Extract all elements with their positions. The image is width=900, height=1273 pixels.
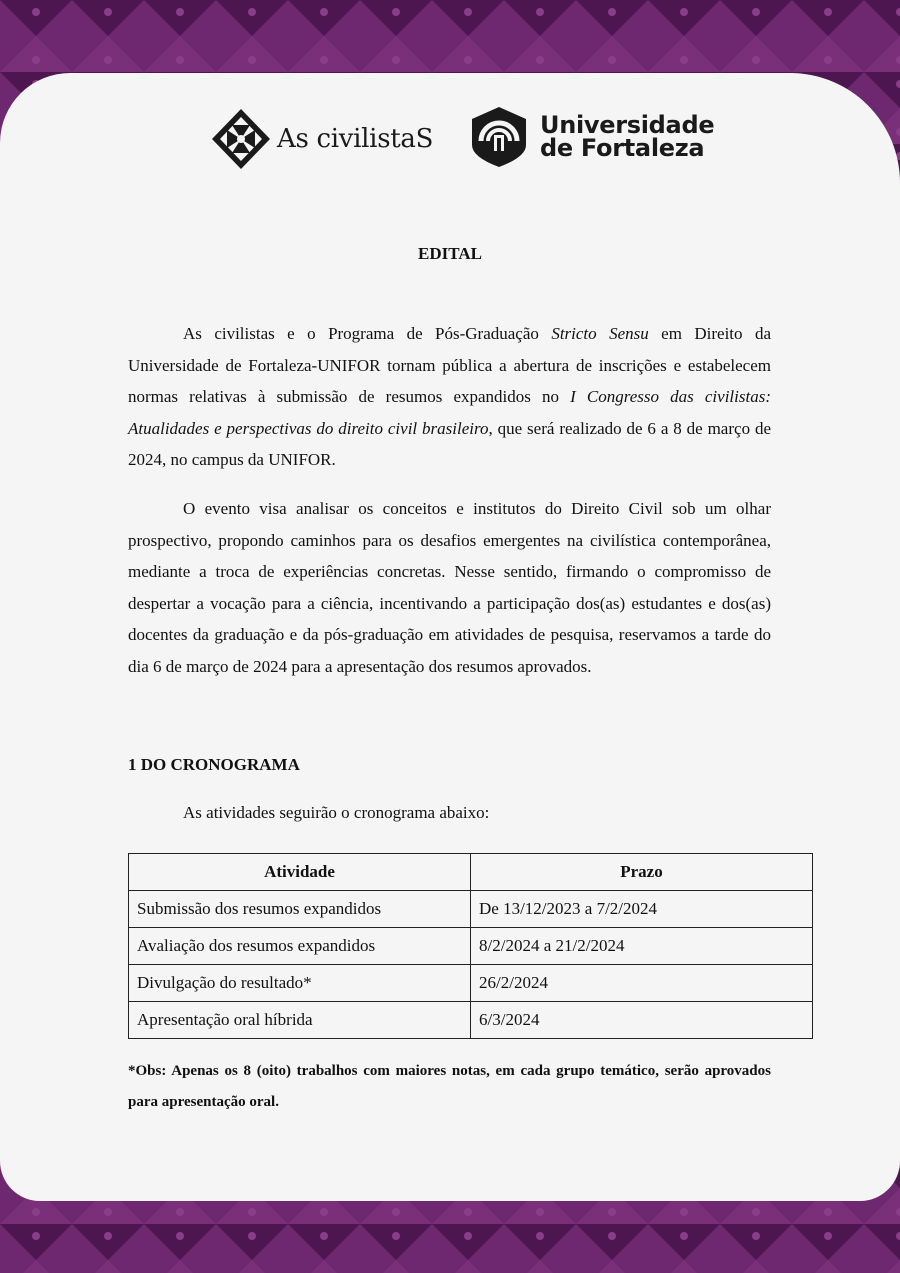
intro-emphasis-2: I Congresso das civilistas: Atualidades e perspectivas do direito civil brasileiro [128, 387, 771, 438]
schedule-intro: As atividades seguirão o cronograma abaixo: [183, 803, 490, 822]
column-header-activity: Atividade [129, 854, 471, 891]
activity-cell: Apresentação oral híbrida [129, 1002, 471, 1039]
event-paragraph: O evento visa analisar os conceitos e institutos do Direito Civil sob um olhar prospectivo, propondo caminhos para os desafios emergentes na civilística contemporânea, mediante a troca de experiências concretas. Nesse sentido, firmando o compromisso de despertar a vocação para a ciência, incentivando a participação dos(as) estudantes e dos(as) docentes da graduação e da pós-graduação em atividades de pesquisa, reservamos a tarde do dia 6 de março de 2024 para a apresentação dos resumos aprovados. [128, 499, 771, 676]
schedule-table [128, 853, 813, 1039]
intro-text-3: , que será realizado de 6 a 8 de março de 2024, no campus da UNIFOR. [128, 418, 771, 469]
deadline-cell: 6/3/2024 [471, 1002, 813, 1039]
civilistas-diamond-icon [211, 108, 271, 170]
unifor-emblem-icon [470, 105, 528, 169]
deadline-cell: 26/2/2024 [471, 965, 813, 1002]
table-header-row [129, 854, 813, 891]
table-row [129, 891, 813, 928]
document-title: EDITAL [418, 244, 482, 263]
activity-cell: Avaliação dos resumos expandidos [129, 928, 471, 965]
unifor-logo-line2: de Fortaleza [540, 134, 705, 162]
activity-cell: Submissão dos resumos expandidos [129, 891, 471, 928]
table-row [129, 1002, 813, 1039]
table-row [129, 965, 813, 1002]
unifor-logo [470, 104, 714, 170]
deadline-cell: De 13/12/2023 a 7/2/2024 [471, 891, 813, 928]
activity-cell: Divulgação do resultado* [129, 965, 471, 1002]
civilistas-logo-text: As civilistaS [277, 124, 434, 154]
section-title: 1 DO CRONOGRAMA [128, 755, 300, 774]
intro-text-2: em Direito da Universidade de Fortaleza-UNIFOR tornam pública a abertura de inscrições e estabelecem normas relativas à submissão de resumos expandidos no [128, 324, 771, 406]
deadline-cell: 8/2/2024 a 21/2/2024 [471, 928, 813, 965]
unifor-logo-line1: Universidade [540, 111, 715, 139]
column-header-deadline: Prazo [471, 854, 813, 891]
intro-paragraph [128, 318, 771, 476]
schedule-note: *Obs: Apenas os 8 (oito) trabalhos com maiores notas, em cada grupo temático, serão aprovados para apresentação oral. [128, 1063, 771, 1110]
table-row [129, 928, 813, 965]
intro-text-1: As civilistas e o Programa de Pós-Graduação [183, 324, 552, 343]
header-logos [0, 104, 900, 174]
as-civilistas-logo [211, 108, 433, 170]
unifor-logo-text [540, 111, 715, 162]
intro-emphasis-1: Stricto Sensu [551, 324, 649, 343]
